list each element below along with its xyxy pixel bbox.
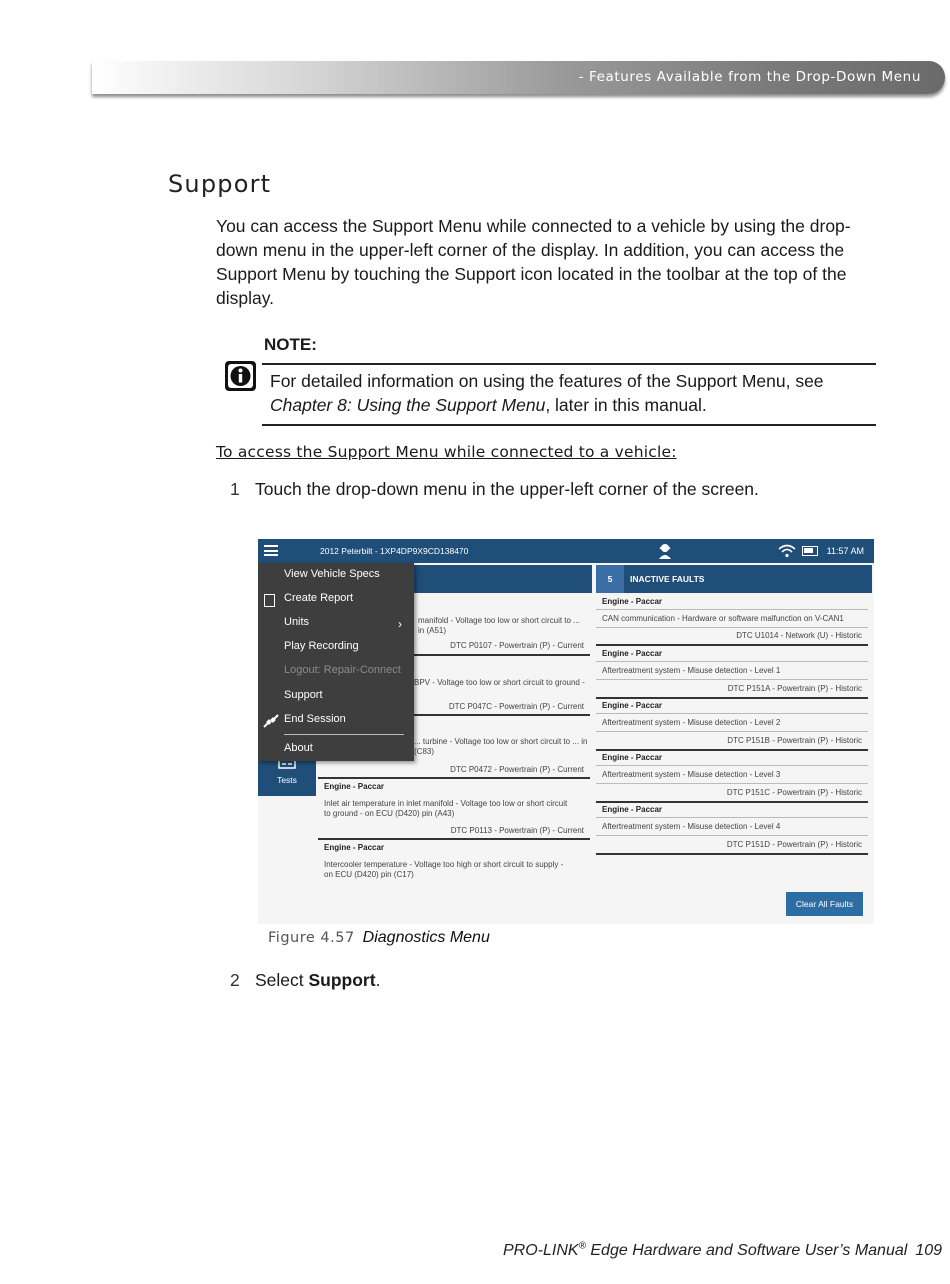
menu-item-end-session[interactable]: End Session bbox=[284, 713, 346, 725]
figure-caption bbox=[268, 929, 490, 947]
info-icon bbox=[224, 360, 257, 392]
note-text: For detailed information on using the features of the Support Menu, see Chapter 8: Using the Support Menu, later in this manual. bbox=[270, 371, 824, 415]
clear-all-faults-button[interactable]: Clear All Faults bbox=[786, 892, 863, 916]
menu-item-logout: Logout: Repair-Connect bbox=[284, 664, 401, 676]
intro-paragraph: You can access the Support Menu while connected to a vehicle by using the drop-down menu in the upper-left corner of the display. In addition, you can access the Support Menu by touching the Support icon located in the toolbar at the top of the display. bbox=[216, 216, 851, 308]
note-bottom-rule bbox=[262, 424, 876, 426]
menu-item-units[interactable]: Units bbox=[284, 616, 310, 628]
step-2-number: 2 bbox=[230, 970, 240, 990]
step-2-text: Select Support. bbox=[255, 970, 381, 990]
vehicle-id: 2012 Peterbilt - 1XP4DP9X9CD138470 bbox=[320, 546, 469, 556]
support-headset-icon[interactable] bbox=[656, 542, 674, 560]
battery-icon bbox=[802, 546, 818, 556]
dropdown-menu bbox=[258, 563, 414, 761]
menu-item-about[interactable]: About bbox=[284, 742, 313, 754]
procedure-heading: To access the Support Menu while connected to a vehicle: bbox=[216, 443, 677, 461]
figure-number: Figure 4.57 bbox=[268, 930, 355, 946]
report-icon bbox=[264, 594, 275, 607]
page-footer bbox=[503, 1241, 942, 1260]
step-1-number: 1 bbox=[230, 479, 240, 499]
end-session-icon bbox=[262, 713, 280, 729]
section-title: Support bbox=[168, 170, 272, 198]
chapter-reference: Chapter 8: Using the Support Menu bbox=[270, 395, 546, 415]
menu-item-view-vehicle-specs[interactable]: View Vehicle Specs bbox=[284, 568, 380, 580]
chevron-right-icon: › bbox=[398, 617, 402, 631]
note-label: NOTE: bbox=[264, 335, 317, 354]
tests-label: Tests bbox=[277, 775, 297, 785]
step-2-bold: Support bbox=[308, 970, 376, 990]
menu-item-play-recording[interactable]: Play Recording bbox=[284, 640, 359, 652]
screenshot-toolbar bbox=[258, 539, 874, 563]
running-header bbox=[92, 61, 945, 94]
menu-item-support[interactable]: Support bbox=[284, 689, 323, 701]
inactive-faults-header bbox=[596, 565, 872, 593]
menu-divider bbox=[284, 734, 404, 735]
figure-title: Diagnostics Menu bbox=[362, 929, 490, 946]
clock: 11:57 AM bbox=[826, 546, 864, 556]
page-number: 109 bbox=[915, 1242, 942, 1260]
inactive-title: INACTIVE FAULTS bbox=[630, 574, 705, 584]
hamburger-menu-icon[interactable] bbox=[264, 545, 278, 556]
inactive-count: 5 bbox=[596, 565, 624, 593]
step-1-text: Touch the drop-down menu in the upper-left corner of the screen. bbox=[255, 479, 759, 499]
note-top-rule bbox=[262, 363, 876, 365]
manual-name: PRO-LINK® Edge Hardware and Software User’s Manual bbox=[502, 1241, 908, 1260]
wifi-icon bbox=[778, 544, 796, 558]
menu-item-create-report[interactable]: Create Report bbox=[284, 592, 354, 604]
running-header-title: - Features Available from the Drop-Down Menu bbox=[578, 69, 921, 85]
diagnostics-screenshot: 2012 Peterbilt - 1XP4DP9X9CD138470 11:57 AM Tests manifold - Voltage too low or short circuit to ... in (A51) DTC P0107 - Powertrain (P) - Current BPV - Voltage too low or short circuit to ground - DTC P047C - Powertrain (P) - Current ... turbine - Voltage too low or short circuit to ... in (C83) DTC P0472 - Powertrain (P) - Current Engine - Paccar Inlet air temperature in inlet manifold - Voltage too low or short circuit to ground - on ECU (D420) pin (A43) DTC P0113 - Powertrain (P) - Current Engine - Paccar Intercooler temperature - Voltage too high or short circuit to supply - on ECU (D420) pin (C17) 5 INACTIVE FAULTS Engine - Paccar CAN communication - Hardware or software malfunction on V-CAN1 DTC U1014 - Network (U) - Historic Engine - Paccar Aftertreatment system - Misuse detection - Level 1 DTC P151A - Powertrain (P) - Historic Engine - Paccar Aftertreatment system - Misuse detection - Level 2 DTC P151B - Powertrain (P) - Historic Engine - Paccar Aftertreatment system - Misuse detection - Level 3 DTC P151C - Powertrain (P) - Historic Engine - Paccar Aftertreatment system - Misuse detection - Level 4 DTC P151D - Powertrain (P) - Historic Clear All Faults View Vehicle Specs Create Report Units › Play Recording Logout: Repair-Connect Support End Session About bbox=[258, 539, 874, 924]
